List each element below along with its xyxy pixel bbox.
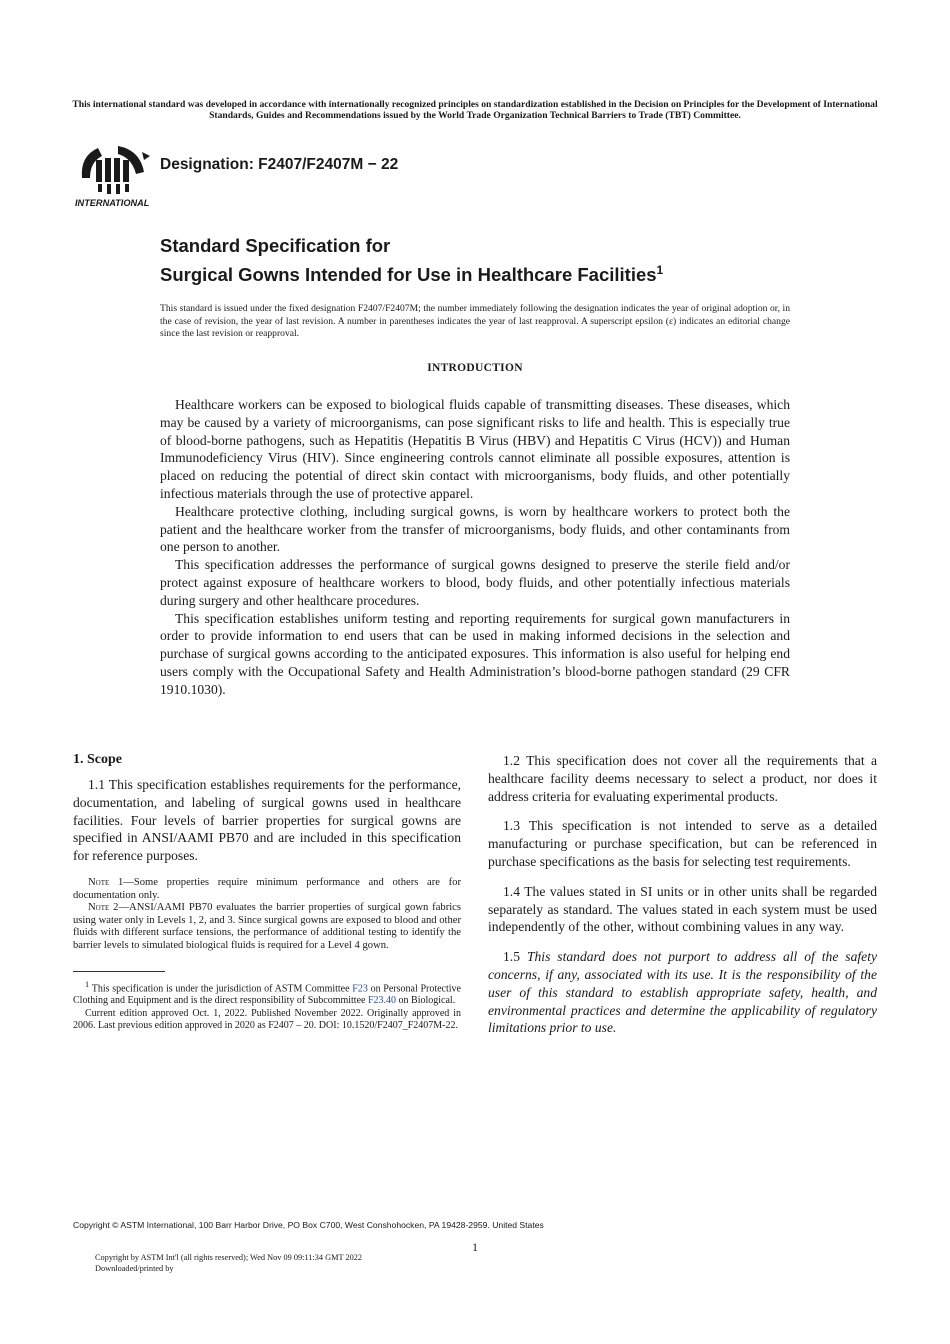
right-column — [488, 752, 877, 1049]
download-note: Copyright by ASTM Int'l (all rights reserved); Wed Nov 09 09:11:34 GMT 2022 Downloaded/printed by — [95, 1253, 363, 1273]
scope-1-1: 1.1 This specification establishes requirements for the performance, documentation, and labeling of surgical gowns used in healthcare facilities. Four levels of barrier properties for surgical gowns are specified in ANSI/AAMI PB70 and are included in this specification for reference purposes. — [73, 777, 461, 864]
scope-1-2: 1.2 This specification does not cover all the requirements that a healthcare facility deems necessary to select a product, nor does it address criteria for evaluating experimental products. — [488, 753, 877, 804]
intro-paragraph: Healthcare protective clothing, including surgical gowns, is worn by healthcare workers to protect both the patient and the healthcare worker from the transfer of microorganisms, body fluids, and other contaminants from one person to another. — [160, 503, 790, 555]
issue-note: This standard is issued under the fixed designation F2407/F2407M; the number immediately following the designation indicates the year of original adoption or, in the case of revision, the year of last revision. A number in parentheses indicates the year of last reapproval. A superscript epsilon (ε) indicates an editorial change since the last revision or reapproval. — [160, 303, 790, 339]
title-footnote-mark: 1 — [656, 263, 664, 277]
scope-1-5: 1.5 This standard does not purport to address all of the safety concerns, if any, associated with its use. It is the responsibility of the user of this standard to establish appropriate safety, health, and environmental practices and determine the applicability of regulatory limitations prior to use. — [488, 949, 878, 1036]
astm-logo — [74, 142, 152, 210]
copyright-line: Copyright © ASTM International, 100 Barr Harbor Drive, PO Box C700, West Conshohocken, PA 19428-2959. United States — [73, 1220, 544, 1230]
title-line-1: Standard Specification for — [160, 235, 391, 256]
footnote-1: $^1$ This specification is under the jurisdiction of ASTM Committee F23 on Personal Protective Clothing and Equipment and is the direct responsibility of Subcommittee F23.40 on Biological. — [73, 979, 461, 1007]
subcommittee-link[interactable]: F23.40 — [367, 995, 397, 1007]
intro-paragraph: This specification establishes uniform testing and reporting requirements for surgical gown manufacturers in order to provide information to end users that can be used in making informed decisions in the selection and purchase of surgical gowns according to the anticipated exposures. This information is also useful for helping end users comply with the Occupational Safety and Health Administration’s blood-borne pathogen standard (29 CFR 1910.1030). — [160, 610, 790, 697]
page-number: 1 — [472, 1240, 478, 1254]
page-title — [160, 234, 663, 287]
scope-heading: 1. Scope — [73, 752, 122, 767]
note-1: Note 1—Some properties require minimum performance and others are for documentation only. — [73, 876, 462, 901]
scope-1-4: 1.4 The values stated in SI units or in other units shall be regarded separately as standard. The values stated in each system must be used independently of the other, without combining values in any way. — [488, 883, 877, 935]
header-notice: This international standard was developed in accordance with internationally recognized principles on standardization established in the Decision on Principles for the Development of International Standards, Guides and Recommendations issued by the World Trade Organization Technical Barriers to Trade (TBT) Committee. — [72, 99, 878, 121]
designation: Designation: F2407/F2407M − 22 — [160, 156, 399, 173]
intro-paragraph: Healthcare workers can be exposed to biological fluids capable of transmitting diseases. These diseases, which may be caused by a variety of microorganisms, can pose significant risks to life and health. This is especially true of blood-borne pathogens, such as Hepatitis (Hepatitis B Virus (HBV) and Hepatitis C Virus (HCV)) and Human Immunodeficiency Virus (HIV). Since engineering controls cannot eliminate all possible exposures, attention is placed on reducing the potential of direct skin contact with microorganisms, body fluids, and other potentially infectious materials through the use of protective apparel. — [160, 397, 790, 501]
introduction-body — [160, 396, 790, 699]
note-2: Note 2—ANSI/AAMI PB70 evaluates the barrier properties of surgical gown fabrics using water only in Levels 1, 2, and 3. Since surgical gowns are exposed to blood and other fluids with different surface tensions, the performance of additional testing to identify the barrier levels to simulated biological fluids is required for a Level 4 gown. — [73, 902, 461, 951]
svg-text:INTERNATIONAL: INTERNATIONAL — [75, 198, 150, 208]
title-line-2: Surgical Gowns Intended for Use in Healthcare Facilities$^1$ — [160, 263, 664, 286]
intro-paragraph: This specification addresses the performance of surgical gowns designed to preserve the sterile field and/or protect against exposure of healthcare workers to blood, body fluids, and other potentially infectious materials during surgery and other healthcare procedures. — [160, 557, 790, 608]
footnote-edition: Current edition approved Oct. 1, 2022. Published November 2022. Originally approved in 2006. Last previous edition approved in 2020 as F2407 – 20. DOI: 10.1520/F2407_F2407M-22. — [73, 1007, 461, 1032]
footnote-divider — [73, 971, 165, 972]
scope-1-3: 1.3 This specification is not intended to serve as a detailed manufacturing or purchase specification, but can be referenced in purchase specifications as the basis for selecting test requirements. — [488, 818, 877, 869]
left-column — [73, 752, 461, 1033]
introduction-heading: INTRODUCTION — [427, 362, 523, 374]
committee-link[interactable]: F23 — [352, 982, 368, 994]
